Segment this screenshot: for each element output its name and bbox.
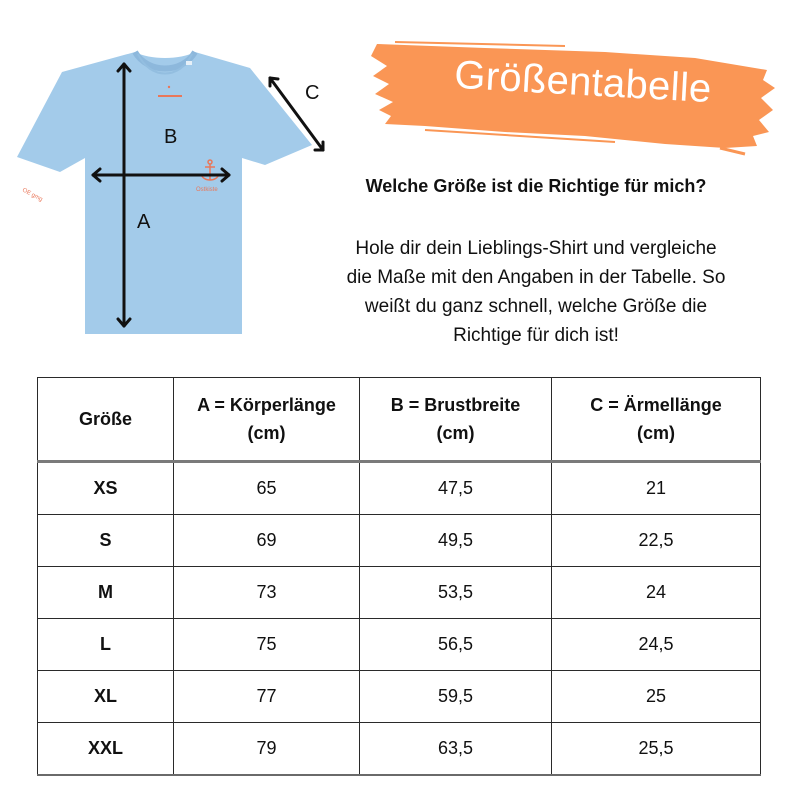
cell-size: S bbox=[38, 515, 174, 567]
cell-a: 69 bbox=[174, 515, 360, 567]
cell-a: 73 bbox=[174, 567, 360, 619]
table-row bbox=[38, 462, 761, 515]
label-c: C bbox=[305, 82, 320, 104]
label-b: B bbox=[164, 126, 178, 148]
intro-line: weißt du ganz schnell, welche Größe die bbox=[364, 296, 708, 317]
table-row bbox=[38, 723, 761, 776]
cell-a: 75 bbox=[174, 619, 360, 671]
header-body-length: A = Körperlänge (cm) bbox=[174, 378, 360, 462]
intro-line: die Maße mit den Angaben in der Tabelle. So bbox=[346, 267, 726, 288]
intro-line: Hole dir dein Lieblings-Shirt und vergleiche bbox=[355, 238, 717, 259]
title-banner bbox=[365, 36, 780, 158]
table-row bbox=[38, 619, 761, 671]
header-sleeve-length: C = Ärmellänge (cm) bbox=[552, 378, 761, 462]
cell-a: 79 bbox=[174, 723, 360, 776]
cell-b: 56,5 bbox=[360, 619, 552, 671]
intro-question: Welche Größe ist die Richtige für mich? bbox=[365, 176, 707, 196]
cell-size: M bbox=[38, 567, 174, 619]
table-header-row bbox=[38, 378, 761, 462]
cell-a: 65 bbox=[174, 462, 360, 515]
cell-b: 49,5 bbox=[360, 515, 552, 567]
tshirt-icon bbox=[0, 40, 340, 340]
cell-c: 24,5 bbox=[552, 619, 761, 671]
page-title: Größentabelle bbox=[453, 52, 713, 112]
cell-c: 24 bbox=[552, 567, 761, 619]
tshirt-illustration bbox=[0, 40, 340, 340]
cell-size: XL bbox=[38, 671, 174, 723]
table-row bbox=[38, 567, 761, 619]
cell-c: 22,5 bbox=[552, 515, 761, 567]
header-chest-width: B = Brustbreite (cm) bbox=[360, 378, 552, 462]
cell-size: XXL bbox=[38, 723, 174, 776]
cell-b: 47,5 bbox=[360, 462, 552, 515]
cell-size: L bbox=[38, 619, 174, 671]
header-size: Größe bbox=[38, 378, 174, 462]
intro-paragraph bbox=[296, 234, 776, 350]
cell-size: XS bbox=[38, 462, 174, 515]
cell-c: 25 bbox=[552, 671, 761, 723]
chest-logo-text: Ostkiste bbox=[196, 187, 218, 193]
size-table bbox=[37, 377, 761, 776]
cell-b: 59,5 bbox=[360, 671, 552, 723]
table-row bbox=[38, 515, 761, 567]
cell-a: 77 bbox=[174, 671, 360, 723]
intro-line: Richtige für dich ist! bbox=[453, 325, 619, 346]
cell-b: 63,5 bbox=[360, 723, 552, 776]
cell-c: 25,5 bbox=[552, 723, 761, 776]
label-a: A bbox=[137, 211, 151, 233]
cell-b: 53,5 bbox=[360, 567, 552, 619]
table-row bbox=[38, 671, 761, 723]
sleeve-text: OE gmg bbox=[21, 187, 44, 204]
cell-c: 21 bbox=[552, 462, 761, 515]
